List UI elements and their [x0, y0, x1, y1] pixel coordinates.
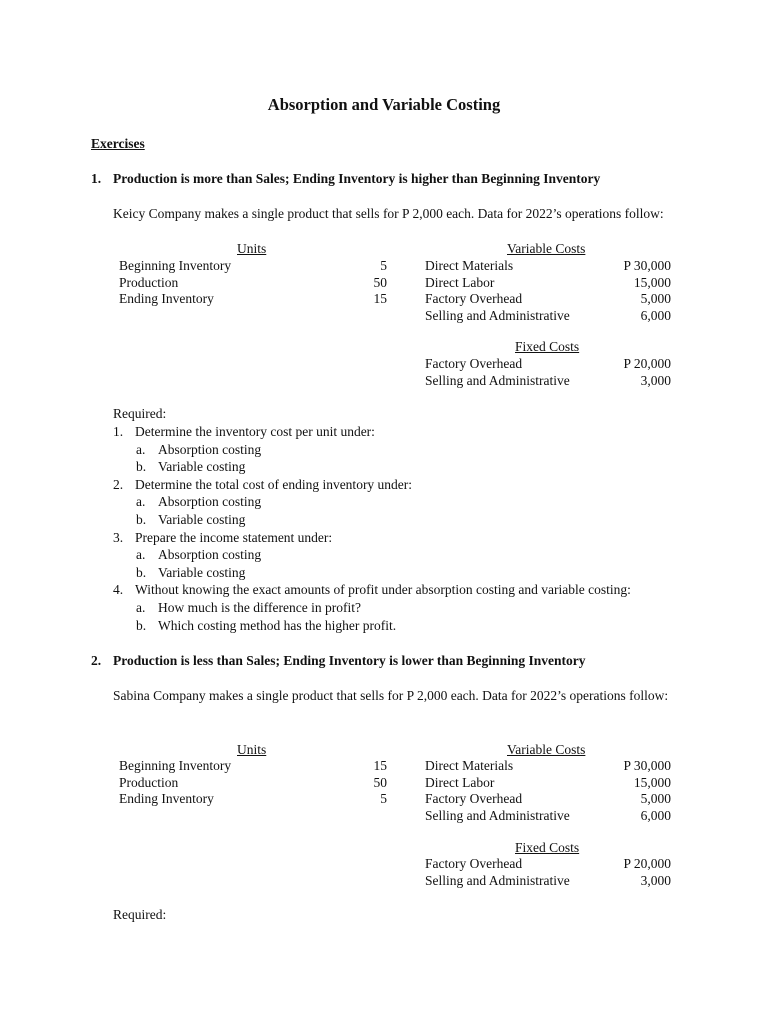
required-item-number: 4. [113, 582, 124, 598]
units-row [119, 790, 387, 807]
required-subitem-text: Which costing method has the higher profit. [158, 617, 397, 633]
required-subitem-text: Absorption costing [158, 494, 262, 510]
units-row-label: Production [119, 774, 179, 790]
units-row-label: Ending Inventory [119, 791, 214, 806]
units-row-label: Beginning Inventory [119, 758, 232, 773]
exercise-1-units-table [119, 257, 387, 307]
required-subitem-letter: b. [136, 617, 147, 633]
required-item-text: Determine the inventory cost per unit under: [135, 424, 375, 439]
units-row-label: Production [119, 274, 179, 290]
units-row-value: 50 [373, 274, 387, 290]
variable-cost-row-value: P 30,000 [623, 758, 671, 773]
fixed-cost-row-value: P 20,000 [623, 356, 671, 371]
required-subitem-letter: b. [136, 512, 147, 527]
units-row-value: 5 [380, 258, 387, 273]
fixed-cost-row-label: Selling and Administrative [425, 372, 570, 388]
exercise-2-intro: Sabina Company makes a single product that sells for P 2,000 each. Data for 2022’s operations follow: [113, 688, 669, 703]
required-subitem-text: How much is the difference in profit? [158, 600, 361, 615]
fixed-cost-row [425, 372, 671, 389]
required-subitem-letter: b. [136, 459, 147, 475]
variable-cost-row-label: Direct Materials [425, 758, 514, 773]
exercise-2-fixed-table [425, 855, 671, 888]
variable-cost-row [425, 774, 671, 791]
fixed-cost-row-value: P 20,000 [623, 856, 671, 871]
variable-cost-row [425, 807, 671, 824]
required-subitem-letter: a. [136, 547, 146, 563]
required-subitem-letter: a. [136, 600, 146, 615]
fixed-cost-row-label: Factory Overhead [425, 856, 523, 871]
fixed-cost-row [425, 355, 671, 372]
fixed-cost-row-value: 3,000 [640, 372, 671, 388]
exercise-1-required-label: Required: [113, 406, 167, 421]
variable-cost-row-label: Factory Overhead [425, 791, 523, 806]
exercise-2-required-label: Required: [113, 907, 167, 922]
document-title: Absorption and Variable Costing [267, 95, 501, 114]
exercise-2-units-header: Units [237, 742, 267, 757]
required-item-text: Prepare the income statement under: [135, 529, 333, 545]
fixed-cost-row-label: Selling and Administrative [425, 872, 570, 888]
variable-cost-row-label: Factory Overhead [425, 291, 523, 306]
variable-cost-row [425, 307, 671, 324]
units-row-value: 15 [373, 758, 387, 773]
exercise-2-number: 2. [91, 653, 102, 668]
required-item-text: Without knowing the exact amounts of profit under absorption costing and variable costing: [135, 582, 631, 598]
exercise-1-intro: Keicy Company makes a single product that sells for P 2,000 each. Data for 2022’s operations follow: [113, 206, 664, 221]
exercise-1-fixed-header: Fixed Costs [515, 339, 580, 354]
units-row [119, 290, 387, 307]
exercises-heading: Exercises [91, 136, 145, 151]
units-row [119, 274, 387, 291]
required-item-text: Determine the total cost of ending inventory under: [135, 476, 413, 492]
exercise-2-fixed-header: Fixed Costs [515, 840, 580, 855]
fixed-cost-row [425, 855, 671, 872]
required-subitem-letter: a. [136, 494, 146, 510]
units-row-label: Beginning Inventory [119, 258, 232, 273]
units-row-value: 5 [380, 791, 387, 806]
required-item-number: 3. [113, 529, 124, 545]
exercise-1-units-header: Units [237, 241, 267, 256]
exercise-1-variable-table [425, 257, 671, 323]
variable-cost-row-label: Direct Labor [425, 774, 495, 790]
variable-cost-row-value: 5,000 [640, 791, 671, 806]
units-row-value: 50 [373, 774, 387, 790]
variable-cost-row-value: 15,000 [633, 774, 671, 790]
exercise-1-variable-header: Variable Costs [507, 241, 586, 256]
exercise-2-variable-header: Variable Costs [507, 742, 586, 757]
units-row-label: Ending Inventory [119, 291, 214, 306]
variable-cost-row-label: Direct Labor [425, 274, 495, 290]
fixed-cost-row-value: 3,000 [640, 872, 671, 888]
units-row [119, 257, 387, 274]
exercise-1-fixed-table [425, 355, 671, 388]
exercise-2-heading: Production is less than Sales; Ending Inventory is lower than Beginning Inventory [113, 653, 586, 668]
exercise-2-units-table [119, 757, 387, 807]
required-subitem-text: Absorption costing [158, 441, 262, 457]
required-subitem-text: Absorption costing [158, 547, 262, 563]
variable-cost-row [425, 274, 671, 291]
units-row [119, 757, 387, 774]
exercise-1-heading: Production is more than Sales; Ending Inventory is higher than Beginning Inventory [113, 171, 601, 186]
variable-cost-row-label: Direct Materials [425, 258, 514, 273]
variable-cost-row [425, 257, 671, 274]
required-subitem-text: Variable costing [158, 459, 246, 475]
required-item-number: 1. [113, 424, 124, 439]
required-subitem-text: Variable costing [158, 564, 246, 580]
variable-cost-row [425, 757, 671, 774]
fixed-cost-row [425, 872, 671, 889]
variable-cost-row-value: 6,000 [640, 307, 671, 323]
exercise-1-number: 1. [91, 171, 102, 186]
exercise-2-variable-table [425, 757, 671, 823]
variable-cost-row-value: 5,000 [640, 291, 671, 306]
fixed-cost-row-label: Factory Overhead [425, 356, 523, 371]
variable-cost-row-value: 6,000 [640, 807, 671, 823]
required-item-number: 2. [113, 476, 124, 492]
required-subitem-letter: a. [136, 441, 146, 457]
variable-cost-row-value: 15,000 [633, 274, 671, 290]
variable-cost-row [425, 290, 671, 307]
units-row [119, 774, 387, 791]
variable-cost-row-label: Selling and Administrative [425, 807, 570, 823]
required-subitem-letter: b. [136, 564, 147, 580]
variable-cost-row [425, 790, 671, 807]
variable-cost-row-label: Selling and Administrative [425, 307, 570, 323]
units-row-value: 15 [373, 291, 387, 306]
required-subitem-text: Variable costing [158, 512, 246, 527]
variable-cost-row-value: P 30,000 [623, 258, 671, 273]
